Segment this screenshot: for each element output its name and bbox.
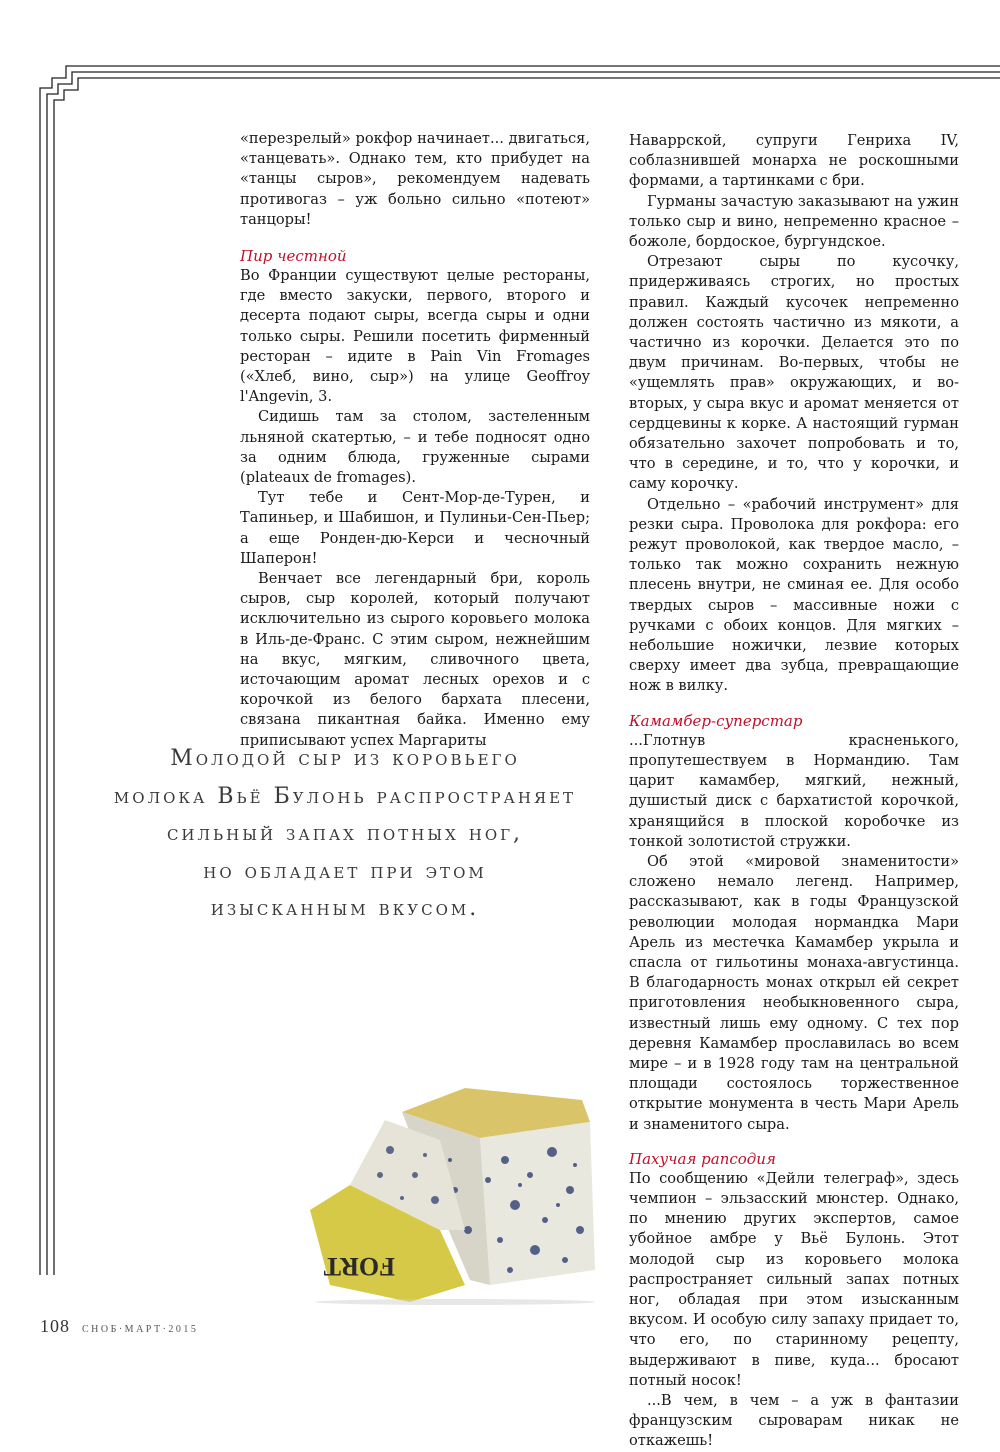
pull-quote-line: сильный запах потных ног, (166, 821, 524, 846)
blue-cheese-image (290, 1080, 620, 1305)
pull-quote-line: молока Вьё Булонь распространяет (113, 783, 577, 809)
section-heading: Камамбер-суперстар (629, 711, 803, 730)
paragraph: ...Глотнув красненького, пропутешествуем в Нормандию. Там царит камамбер, мягкий, нежный, душистый диск с бархатистой корочкой, хранящийся в плоской коробочке из тонкой золотистой стружки. (629, 731, 959, 850)
pull-quote-line: но обладает при этом (203, 858, 487, 884)
paragraph: Венчает все легендарный бри, король сыров, сыр королей, который получают исключительно из сырого коровьего молока в Иль-де-Франс. С этим сыром, нежнейшим на вкус, мягким, сливочного цвета, источающим аромат лесных орехов и с корочкой из белого бархата плесени, связана пикантная байка. Именно ему приписывают успех Маргариты (240, 570, 590, 749)
cheese-block-face (480, 1122, 595, 1285)
paragraph: Сидишь там за столом, застеленным льняной скатертью, – и тебе подносят одно за одним блюда, груженные сырами (plateaux de fromages). (240, 408, 590, 487)
paragraph: По сообщению «Дейли телеграф», здесь чемпион – эльзасский мюнстер. Однако, по мнению других экспертов, самое убойное амбре у Вьё Булонь. Этот молодой сыр из коровьего молока распространяет сильный запах потных ног, обладая при этом изысканным вкусом. И особую силу запаху придает то, что его, по старинному рецепту, выдерживают в пиве, куда... бросают потный носок! (629, 1169, 959, 1389)
paragraph: Гурманы зачастую заказывают на ужин только сыр и вино, непременно красное – божоле, бордоское, бургундское. (629, 192, 959, 251)
paragraph: Наваррской, супруги Генриха IV, соблазнившей монарха не роскошными формами, а тартинками с бри. (629, 132, 959, 190)
paragraph: Во Франции существуют целые рестораны, где вместо закуски, первого, второго и десерта подают сыры, всегда сыры и одни только сыры. Решили посетить фирменный ресторан – идите в Pain Vin Fromages («Хлеб, вино, сыр») на улице Geoffroy l'Angevin, 3. (240, 267, 590, 406)
paragraph: «перезрелый» рокфор начинает... двигаться, «танцевать». Однако тем, кто прибудет на «танцы сыров», рекомендуем надевать противогаз – уж больно сильно «потеют» танцоры! (240, 130, 590, 228)
magazine-issue: СНОБ·МАРТ·2015 (82, 1324, 199, 1335)
pull-quote-line: изысканным вкусом. (210, 896, 480, 921)
text-column-right (629, 131, 959, 1452)
cheese-shadow (315, 1299, 595, 1305)
page-number: 108 (40, 1316, 70, 1336)
section-heading: Пир честной (240, 247, 347, 266)
paragraph: ...В чем, в чем – а уж в фантазии французским сыроварам никак не откажешь! (629, 1391, 959, 1450)
pull-quote-line: Молодой сыр из коровьего (170, 746, 520, 771)
paragraph: Отрезают сыры по кусочку, придерживаясь строгих, но простых правил. Каждый кусочек непременно должен состоять частично из мякоти, а частично из корочки. Делается это по двум причинам. Во-первых, чтобы не «ущемлять прав» окружающих, и во-вторых, у сыра вкус и аромат меняется от сердцевины к корке. А настоящий гурман обязательно захочет попробовать и то, что в середине, и то, что у корочки, и саму корочку. (629, 253, 959, 493)
paragraph: Отдельно – «рабочий инструмент» для резки сыра. Проволока для рокфора: его режут проволокой, как твердое масло, – только так можно сохранить нежную плесень внутри, не сминая ее. Для особо твердых сыров – массивные ножи с ручками с обоих концов. Для мягких – небольшие ножички, лезвие которых сверху имеет два зубца, превращающие нож в вилку. (629, 495, 959, 695)
text-column-left (240, 129, 590, 751)
page-footer (40, 1316, 198, 1340)
paragraph: Об этой «мировой знаменитости» сложено немало легенд. Например, рассказывают, как в годы Французской революции молодая нормандка Мари Арель из местечка Камамбер укрыла и спасла от гильотины монаха-августинца. В благодарность монах открыл ей секрет приготовления необыкновенного сыра, известный лишь ему одному. С тех пор деревня Камамбер прославилась во всем мире – и в 1928 году там на центральной площади состоялось торжественное открытие монумента в честь Мари Арель и знаменитого сыра. (629, 852, 959, 1133)
section-heading: Пахучая рапсодия (629, 1149, 776, 1168)
paragraph: Тут тебе и Сент-Мор-де-Турен, и Тапиньер, и Шабишон, и Пулиньи-Сен-Пьер; а еще Ронден-дю-Керси и чесночный Шаперон! (240, 489, 590, 567)
cheese-label: FORT (323, 1252, 395, 1281)
pull-quote (40, 740, 650, 928)
